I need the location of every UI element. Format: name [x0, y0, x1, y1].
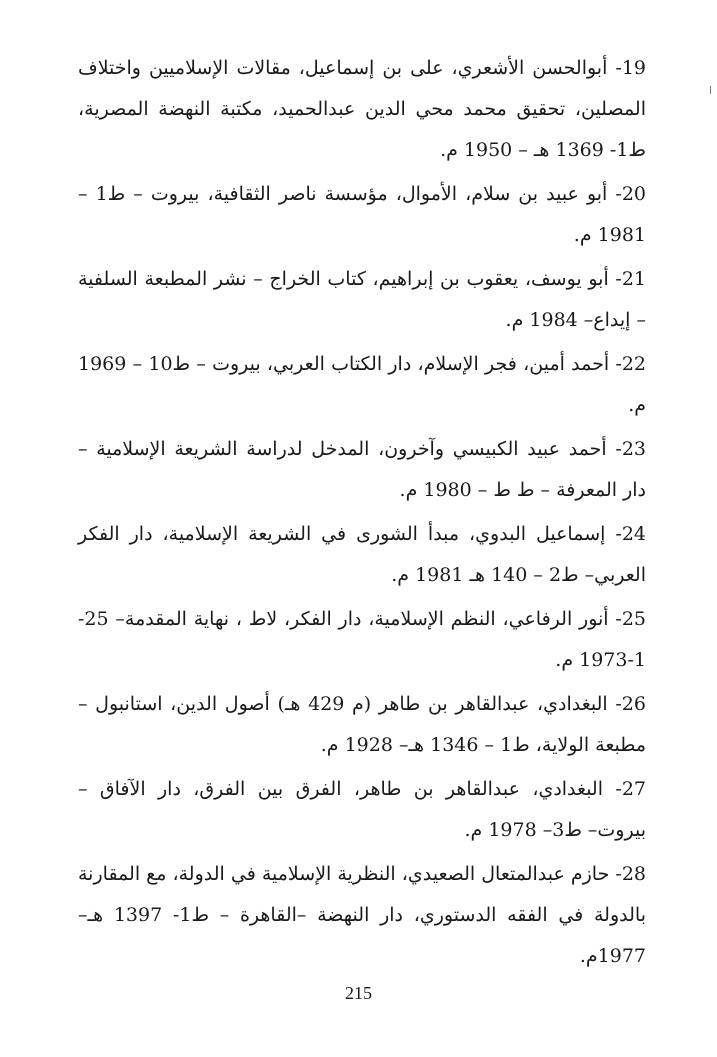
reference-text: البغدادي، عبدالقاهر بن طاهر (م 429 هـ) أصول الدين، استانبول – مطبعة الولاية، ط1 – 1346 هـ– 1928 م.	[78, 693, 646, 756]
reference-number: 25-	[615, 608, 646, 630]
reference-item-28	[78, 854, 646, 977]
reference-item-27	[78, 769, 646, 851]
reference-text: إسماعيل البدوي، مبدأ الشورى في الشريعة الإسلامية، دار الفكر العربي– ط2 – 140 هـ 1981 م.	[78, 523, 646, 586]
reference-list	[78, 48, 646, 977]
reference-number: 27-	[615, 778, 647, 800]
reference-item-24	[78, 514, 646, 596]
reference-number: 22-	[615, 353, 646, 375]
reference-number: 21-	[615, 268, 646, 290]
reference-item-25	[78, 599, 646, 681]
reference-item-23	[78, 429, 646, 511]
reference-number: 19-	[615, 57, 646, 79]
reference-item-20	[78, 174, 646, 256]
reference-text: أحمد عبيد الكبيسي وآخرون، المدخل لدراسة الشريعة الإسلامية – دار المعرفة – ط ط – 1980 م.	[78, 438, 646, 501]
reference-text: أبوالحسن الأشعري، على بن إسماعيل، مقالات الإسلاميين واختلاف المصلين، تحقيق محمد محي الدين عبدالحميد، مكتبة النهضة المصرية، ط1- 1369 هـ – 1950 م.	[78, 57, 646, 161]
reference-text: أنور الرفاعي، النظم الإسلامية، دار الفكر، لاط ، نهاية المقدمة– 25- 1-1973 م.	[78, 608, 646, 671]
reference-number: 23-	[615, 438, 646, 460]
reference-text: حازم عبدالمتعال الصعيدي، النظرية الإسلامية في الدولة، مع المقارنة بالدولة في الفقه الدستوري، دار النهضة –القاهرة – ط1- 1397 هـ– 1977م.	[78, 863, 646, 967]
reference-number: 24-	[615, 523, 646, 545]
page-number: 215	[345, 983, 372, 1003]
scan-edge-mark	[710, 86, 711, 94]
reference-item-19	[78, 48, 646, 171]
reference-text: أحمد أمين، فجر الإسلام، دار الكتاب العربي، بيروت – ط10 – 1969 م.	[78, 353, 646, 416]
reference-text: أبو يوسف، يعقوب بن إبراهيم، كتاب الخراج – نشر المطبعة السلفية – إيداع– 1984 م.	[78, 268, 646, 331]
reference-number: 20-	[615, 183, 646, 205]
reference-text: البغدادي، عبدالقاهر بن طاهر، الفرق بين الفرق، دار الآفاق – بيروت– ط3– 1978 م.	[78, 778, 646, 841]
reference-number: 26-	[615, 693, 646, 715]
reference-item-22	[78, 344, 646, 426]
reference-item-21	[78, 259, 646, 341]
reference-item-26	[78, 684, 646, 766]
reference-text: أبو عبيد بن سلام، الأموال، مؤسسة ناصر الثقافية، بيروت – ط1 – 1981 م.	[78, 183, 646, 246]
reference-number: 28-	[615, 863, 647, 885]
